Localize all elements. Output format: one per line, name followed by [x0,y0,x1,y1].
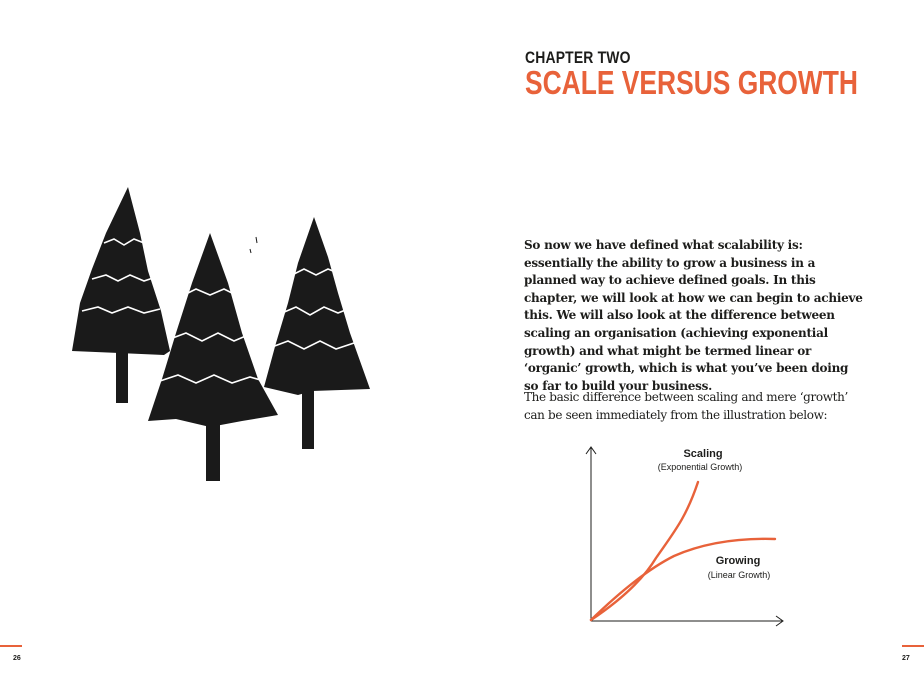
tree-right [264,217,370,449]
series-subtitle-scaling: (Exponential Growth) [657,462,743,472]
series-subtitle-growing: (Linear Growth) [707,570,771,580]
tree-left [72,187,170,403]
intro-paragraph: So now we have defined what scalability is: essentially the ability to grow a business in a planned way to achieve defined goals. In this chapter, we will look at how we can begin to achieve this. We will also look at the difference between scaling an organisation (achieving exponential growth) and what might be termed linear or ‘organic’ growth, which is what you’ve been doing so far to build your business. [524,238,863,393]
series-label-growing: Growing [715,555,761,567]
page-number-right: 27 [902,655,910,662]
pine-trees-icon [66,183,376,488]
right-page [462,0,924,686]
illustration-lead-paragraph: The basic difference between scaling and mere ‘growth’ can be seen immediately from the illustration below: [524,390,848,422]
series-line-scaling [591,482,698,620]
chart-axes [586,447,783,626]
tree-middle [148,233,278,481]
series-label-scaling: Scaling [683,448,723,460]
chapter-title: SCALE VERSUS GROWTH [525,64,858,101]
scale-vs-growth-chart [574,438,794,633]
page-number-rule [0,645,22,647]
page-number-rule [902,645,924,647]
page-number-left: 26 [13,655,21,662]
chapter-label: CHAPTER TWO [525,48,631,67]
